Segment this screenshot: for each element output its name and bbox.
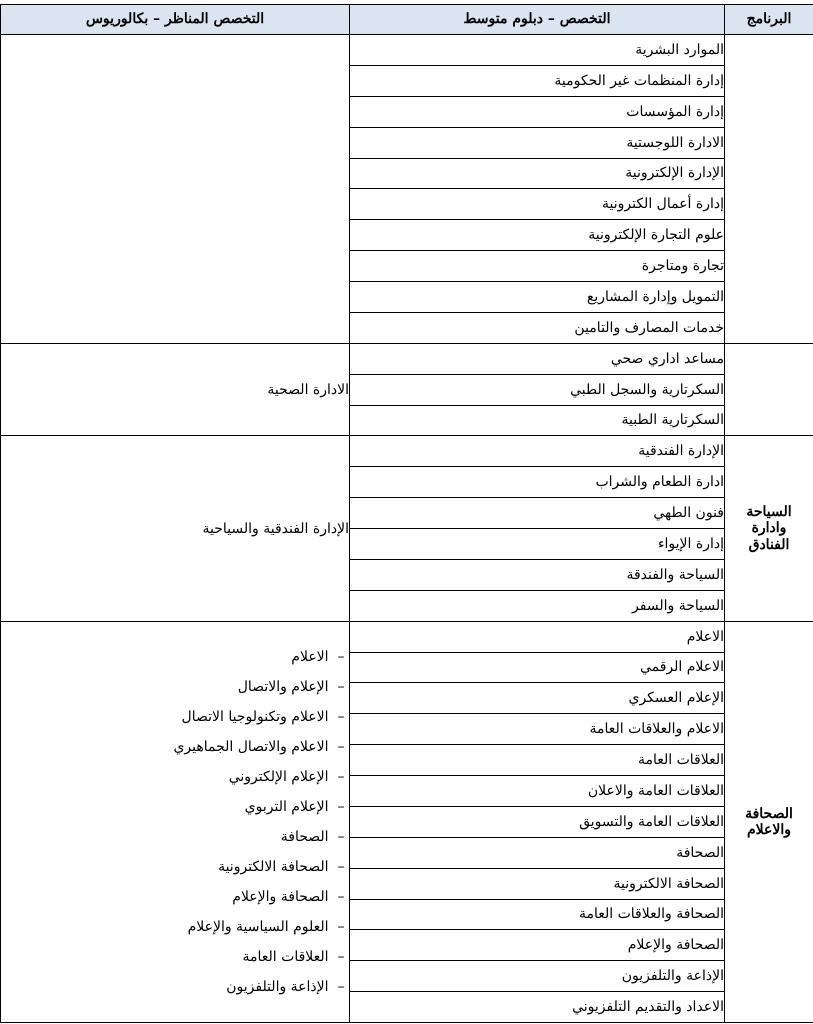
majors-table	[0, 4, 813, 1023]
diploma-specialization-cell: السكرتارية الطبية	[350, 405, 725, 436]
bachelor-specialization-text: العلوم السياسية والإعلام	[187, 918, 329, 935]
bachelor-specialization-item	[1, 912, 349, 942]
diploma-specialization-cell: علوم التجارة الإلكترونية	[350, 220, 725, 251]
dash-bullet: –	[337, 648, 345, 665]
diploma-specialization-cell: إدارة الإيواء	[350, 529, 725, 560]
dash-bullet: –	[337, 888, 345, 905]
bachelor-specialization-text: الاعلام وتكنولوجيا الاتصال	[181, 708, 329, 725]
bachelor-specialization-item	[1, 852, 349, 882]
diploma-specialization-cell: إدارة المنظمات غير الحكومية	[350, 65, 725, 96]
diploma-specialization-cell: خدمات المصارف والتامين	[350, 312, 725, 343]
program-name-line: الصحافة	[745, 805, 793, 822]
header-row	[1, 5, 813, 35]
bachelor-specialization-text: الاعلام والاتصال الجماهيري	[173, 738, 329, 755]
program-name-line: السياحة	[746, 504, 792, 521]
diploma-specialization-cell: السياحة والفندقة	[350, 559, 725, 590]
diploma-specialization-cell: العلاقات العامة والاعلان	[350, 776, 725, 807]
program-name-line: الفنادق	[748, 536, 790, 553]
diploma-specialization-cell: الصحافة والعلاقات العامة	[350, 899, 725, 930]
diploma-specialization-cell: العلاقات العامة	[350, 745, 725, 776]
bachelor-specialization-cell	[1, 621, 350, 1022]
diploma-specialization-cell: التمويل وإدارة المشاريع	[350, 282, 725, 313]
program-cell	[725, 436, 813, 621]
diploma-specialization-cell: تجارة ومتاجرة	[350, 251, 725, 282]
dash-bullet: –	[337, 858, 345, 875]
diploma-specialization-cell: فنون الطهي	[350, 498, 725, 529]
bachelor-specialization-item	[1, 792, 349, 822]
diploma-specialization-cell: الإدارة الإلكترونية	[350, 158, 725, 189]
dash-bullet: –	[337, 768, 345, 785]
diploma-specialization-cell: الاعلام	[350, 621, 725, 652]
diploma-specialization-cell: الصحافة	[350, 837, 725, 868]
diploma-specialization-cell: الاعلام والعلاقات العامة	[350, 714, 725, 745]
bachelor-specialization-cell	[1, 343, 350, 436]
dash-bullet: –	[337, 798, 345, 815]
diploma-specialization-cell: السكرتارية والسجل الطبي	[350, 374, 725, 405]
table-body	[1, 35, 813, 1023]
table-row	[1, 35, 813, 66]
program-cell	[725, 35, 813, 344]
table-row	[1, 621, 813, 652]
bachelor-specialization-item	[1, 672, 349, 702]
diploma-specialization-cell: ادارة الطعام والشراب	[350, 467, 725, 498]
bachelor-specialization-item	[1, 642, 349, 672]
program-name-line: وادارة	[751, 520, 787, 537]
table-row	[1, 343, 813, 374]
bachelor-specialization-text: الصحافة	[280, 828, 329, 845]
diploma-specialization-cell: العلاقات العامة والتسويق	[350, 806, 725, 837]
program-cell	[725, 343, 813, 436]
diploma-specialization-cell: الاعلام الرقمي	[350, 652, 725, 683]
dash-bullet: –	[337, 978, 345, 995]
bachelor-specialization-text: الإذاعة والتلفزيون	[226, 978, 329, 995]
header-program: البرنامج	[725, 5, 813, 35]
bachelor-specialization-cell	[1, 436, 350, 621]
bachelor-specialization-text: الإعلام التربوي	[244, 798, 329, 815]
bachelor-specialization-text: العلاقات العامة	[242, 948, 329, 965]
bachelor-specialization-text: الإعلام والاتصال	[237, 678, 329, 695]
bachelor-specialization-text: الإعلام الإلكتروني	[228, 768, 329, 785]
bachelor-specialization-item	[1, 942, 349, 972]
bachelor-specialization-item	[1, 732, 349, 762]
header-bachelor: التخصص المناظر – بكالوريوس	[1, 5, 350, 35]
diploma-specialization-cell: مساعد اداري صحي	[350, 343, 725, 374]
diploma-specialization-cell: الإدارة الفندقية	[350, 436, 725, 467]
dash-bullet: –	[337, 738, 345, 755]
program-cell	[725, 621, 813, 1022]
bachelor-specialization-item: الادارة الصحية	[267, 381, 349, 398]
diploma-specialization-cell: السياحة والسفر	[350, 590, 725, 621]
dash-bullet: –	[337, 708, 345, 725]
bachelor-specialization-item: الإدارة الفندقية والسياحية	[202, 520, 349, 537]
dash-bullet: –	[337, 948, 345, 965]
bachelor-specialization-item	[1, 882, 349, 912]
diploma-specialization-cell: الصحافة الالكترونية	[350, 868, 725, 899]
bachelor-specialization-item	[1, 972, 349, 1002]
bachelor-specialization-text: الصحافة الالكترونية	[218, 858, 329, 875]
program-name-line: والاعلام	[746, 821, 791, 838]
table-row	[1, 436, 813, 467]
bachelor-specialization-cell	[1, 35, 350, 344]
dash-bullet: –	[337, 678, 345, 695]
header-diploma: التخصص – دبلوم متوسط	[350, 5, 725, 35]
dash-bullet: –	[337, 828, 345, 845]
bachelor-specialization-text: الصحافة والإعلام	[232, 888, 329, 905]
bachelor-specialization-item	[1, 762, 349, 792]
bachelor-specialization-item	[1, 822, 349, 852]
diploma-specialization-cell: الموارد البشرية	[350, 35, 725, 66]
diploma-specialization-cell: إدارة المؤسسات	[350, 96, 725, 127]
diploma-specialization-cell: إدارة أعمال الكترونية	[350, 189, 725, 220]
bachelor-specialization-item	[1, 702, 349, 732]
diploma-specialization-cell: الادارة اللوجستية	[350, 127, 725, 158]
diploma-specialization-cell: الإعلام العسكري	[350, 683, 725, 714]
diploma-specialization-cell: الاعداد والتقديم التلفزيوني	[350, 992, 725, 1023]
diploma-specialization-cell: الصحافة والإعلام	[350, 930, 725, 961]
dash-bullet: –	[337, 918, 345, 935]
bachelor-specialization-text: الاعلام	[291, 648, 329, 665]
diploma-specialization-cell: الإذاعة والتلفزيون	[350, 961, 725, 992]
